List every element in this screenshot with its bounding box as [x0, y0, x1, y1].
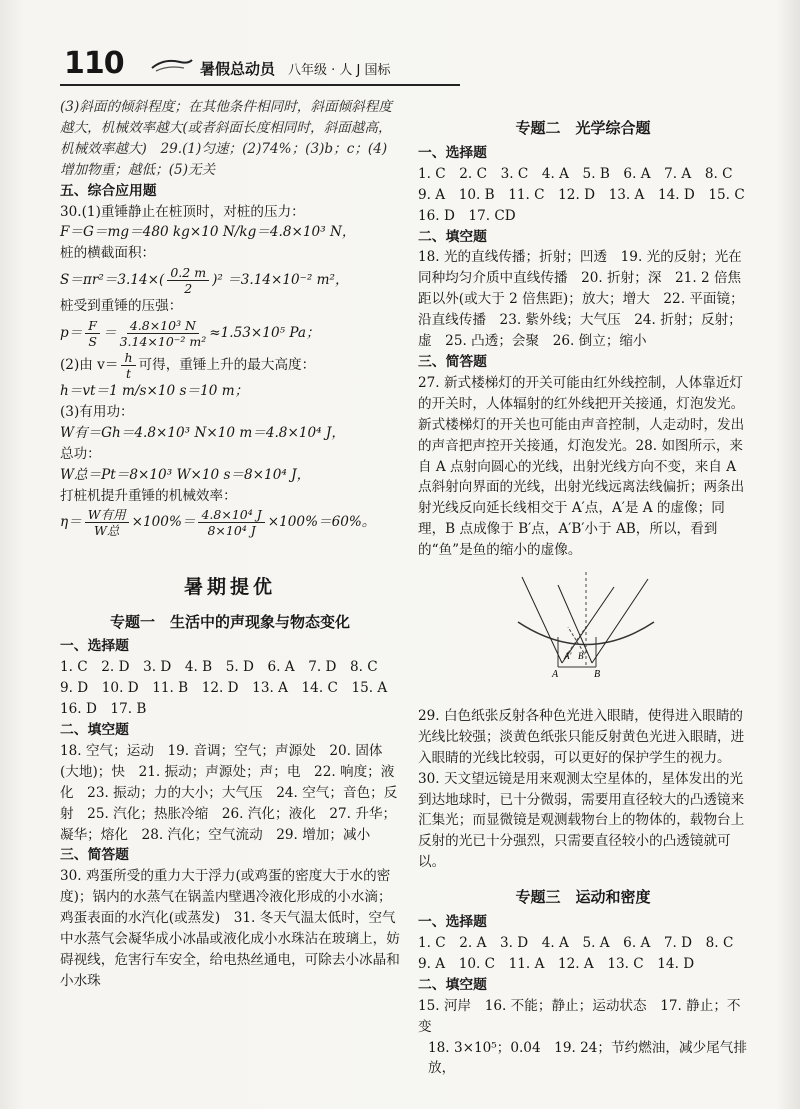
topic-title: 专题三 运动和密度: [515, 888, 651, 907]
page-header: [60, 38, 400, 86]
numerator: h: [121, 350, 135, 366]
section-title: 一、选择题: [418, 914, 487, 931]
answer-30-part2: [60, 349, 400, 381]
header-rule: [60, 84, 460, 86]
numerator: 4.8×10⁴ J: [198, 507, 264, 523]
formula-part: ×100%＝60%。: [267, 514, 376, 531]
fraction: [121, 350, 135, 381]
formula-force: F＝G＝mg＝480 kg×10 N/kg＝4.8×10³ N，: [60, 224, 356, 241]
formula-part: S＝πr²＝3.14×(: [60, 271, 165, 288]
grade-label: 八年级 · 人 J 国标: [288, 63, 391, 78]
fraction: [198, 507, 264, 538]
numerator: F: [85, 318, 100, 334]
text-line: 打桩机提升重锤的机械效率：: [60, 487, 237, 504]
section-title: 三、简答题: [60, 847, 129, 864]
choice-answers: 1. C 2. D 3. D 4. B 5. D 6. A 7. D 8. C: [60, 659, 378, 676]
fill-answers: 18. 光的直线传播；折射；凹透 19. 光的反射；光在同种均匀介质中直线传播 20. 折射；深 21. 2 倍焦距以外(或大于 2 倍焦距)；放大；增大 22. 平面镜；沿直线传播 23. 紫外线；大气压 24. 折射；反射；虚 25. 凸透；会聚 26. 倒立；缩小: [418, 249, 744, 350]
denominator: 3.14×10⁻² m²: [119, 333, 207, 349]
formula-part: ≈1.53×10⁵ Pa；: [209, 324, 320, 341]
answer-30-part3: (3)有用功：: [60, 404, 134, 421]
choice-answers: 1. C 2. C 3. C 4. A 5. B 6. A 7. A 8. C: [418, 165, 733, 182]
page-number: 110: [64, 46, 124, 81]
fraction: [167, 265, 209, 296]
ray: [592, 579, 648, 663]
formula-height: h＝vt＝1 m/s×10 s＝10 m；: [60, 383, 249, 400]
answer-29: (3)斜面的倾斜程度；在其他条件相同时，斜面倾斜程度越大，机械效率越大(或者斜面长度相同时，斜面越高，机械效率越大) 29.(1)匀速；(2)74%；(3)b；c；(4)增加物重；越低；(5)无关: [60, 99, 392, 178]
section-title: 二、填空题: [60, 722, 129, 739]
numerator: W有用: [85, 507, 129, 523]
short-answer-29-30: 29. 白色纸张反射各种色光进入眼睛，使得进入眼睛的光线比较强；淡黄色纸张只能反射黄色光进入眼睛，进入眼睛的光线比较弱，可以更好的保护学生的视力。 30. 天文望远镜是用来观测太空星体的，星体发出的光到达地球时，已十分微弱，需要用直径较大的凸透镜来汇集光；而显微镜是观测载物台上的物体的，载物台上反射的光已十分强烈，只需要直径较小的凸透镜就可以。: [418, 707, 745, 871]
formula-part: 可得，重锤上升的最大高度：: [138, 356, 316, 373]
fraction: [85, 507, 129, 538]
topic-title: 专题二 光学综合题: [515, 119, 651, 137]
formula-part: (2)由 v＝: [60, 356, 119, 373]
choice-answers: 16. D 17. CD: [418, 207, 516, 224]
fill-answers: 18. 空气；运动 19. 音调；空气；声源处 20. 固体(大地)；快 21. 振动；声源处；声；电 22. 响度；液化 23. 振动；力的大小；大气压 24. 空气；音色；反射 25. 汽化；热胀冷缩 26. 汽化；液化 27. 升华；凝华；熔化 28. 汽化；空气流动 29. 增加；减小: [60, 742, 398, 843]
fill-answers: 18. 3×10⁵；0.04 19. 24；节约燃油，减少尾气排放，: [428, 1039, 747, 1077]
numerator: 4.8×10³ N: [127, 318, 199, 334]
formula-part: p＝: [60, 324, 83, 341]
formula-part: )² ＝3.14×10⁻² m²，: [212, 271, 349, 288]
section-title: 五、综合应用题: [60, 182, 157, 199]
answer-30-part1: 30.(1)重锤静止在桩顶时，对桩的压力：: [60, 203, 305, 220]
topic-title: 专题一 生活中的声现象与物态变化: [109, 612, 350, 631]
section-title: 一、选择题: [60, 638, 129, 655]
fraction: [85, 318, 100, 349]
numerator: 0.2 m: [167, 265, 209, 281]
short-answers: 30. 鸡蛋所受的重力大于浮力(或鸡蛋的密度大于水的密度)；锅内的水蒸气在锅盖内壁遇冷液化形成的小水滴；鸡蛋表面的水汽化(或蒸发) 31. 冬天气温太低时，空气中水蒸气会凝华成小冰晶或液化成小水珠沾在玻璃上，妨碍视线，危害行车安全，给电热丝通电，可除去小冰晶和小水珠: [60, 868, 400, 989]
section-title: 二、填空题: [418, 228, 487, 245]
choice-answers: 9. D 10. D 11. B 12. D 13. A 14. C 15. A: [60, 680, 388, 697]
right-column: [418, 118, 748, 1079]
text-line: 桩的横截面积：: [60, 245, 156, 262]
denominator: S: [88, 333, 97, 349]
label-A-prime: A′: [564, 651, 572, 662]
chapter-title: 暑期提优: [183, 575, 276, 598]
left-column: [60, 97, 400, 992]
formula-area: [60, 264, 400, 296]
formula-efficiency: [60, 507, 400, 539]
fraction: [120, 318, 207, 349]
swoosh-logo-icon: [150, 56, 194, 74]
label-B-prime: B′: [578, 651, 586, 662]
choice-answers: 9. A 10. B 11. C 12. D 13. A 14. D 15. C: [418, 186, 745, 203]
choice-answers: 16. D 17. B: [60, 701, 147, 718]
label-A: A: [552, 669, 559, 681]
formula-total-work: W总＝Pt＝8×10³ W×10 s＝8×10⁴ J，: [60, 466, 311, 483]
choice-answers: 1. C 2. A 3. D 4. A 5. A 6. A 7. D 8. C: [418, 935, 734, 951]
formula-useful-work: W有＝Gh＝4.8×10³ N×10 m＝4.8×10⁴ J，: [60, 424, 345, 441]
formula-part: ×100%＝: [131, 514, 196, 531]
text-line: 桩受到重锤的压强：: [60, 298, 183, 315]
section-title: 三、简答题: [418, 353, 487, 370]
refraction-diagram: [418, 567, 748, 695]
short-answer-27-28: 27. 新式楼梯灯的开关可能由红外线控制，人体靠近灯的开关时，人体辐射的红外线把开关接通，灯泡发光。新式楼梯灯的开关也可能由声音控制，人走动时，发出的声音把声控开关接通，灯泡发光。28. 如图所示，来自 A 点射向圆心的光线，出射光线方向不变，来自 A 点斜射向界面的光线，出射光线远离法线偏折；两条出射光线反向延长线相交于 A′点，A′是 A 的虚像；同理，B 点成像于 B′点，A′B′小于 AB，所以，看到的“鱼”是鱼的缩小的虚像。: [418, 374, 745, 559]
denominator: 8×10⁴ J: [207, 523, 256, 539]
section-title: 二、填空题: [418, 976, 487, 993]
denominator: W总: [94, 523, 120, 539]
series-title: 暑假总动员: [200, 60, 276, 78]
denominator: t: [125, 365, 131, 381]
choice-answers: 9. A 10. C 11. A 12. A 13. C 14. D: [418, 955, 695, 972]
formula-part: η＝: [60, 514, 82, 531]
label-B: B: [594, 669, 601, 681]
section-title: 一、选择题: [418, 144, 487, 161]
fill-answers: 15. 河岸 16. 不能；静止；运动状态 17. 静止；不变: [418, 997, 741, 1035]
ray: [522, 577, 562, 663]
formula-pressure: [60, 317, 400, 349]
formula-part: ＝: [102, 324, 117, 341]
text-line: 总功：: [60, 445, 101, 462]
denominator: 2: [184, 280, 193, 296]
